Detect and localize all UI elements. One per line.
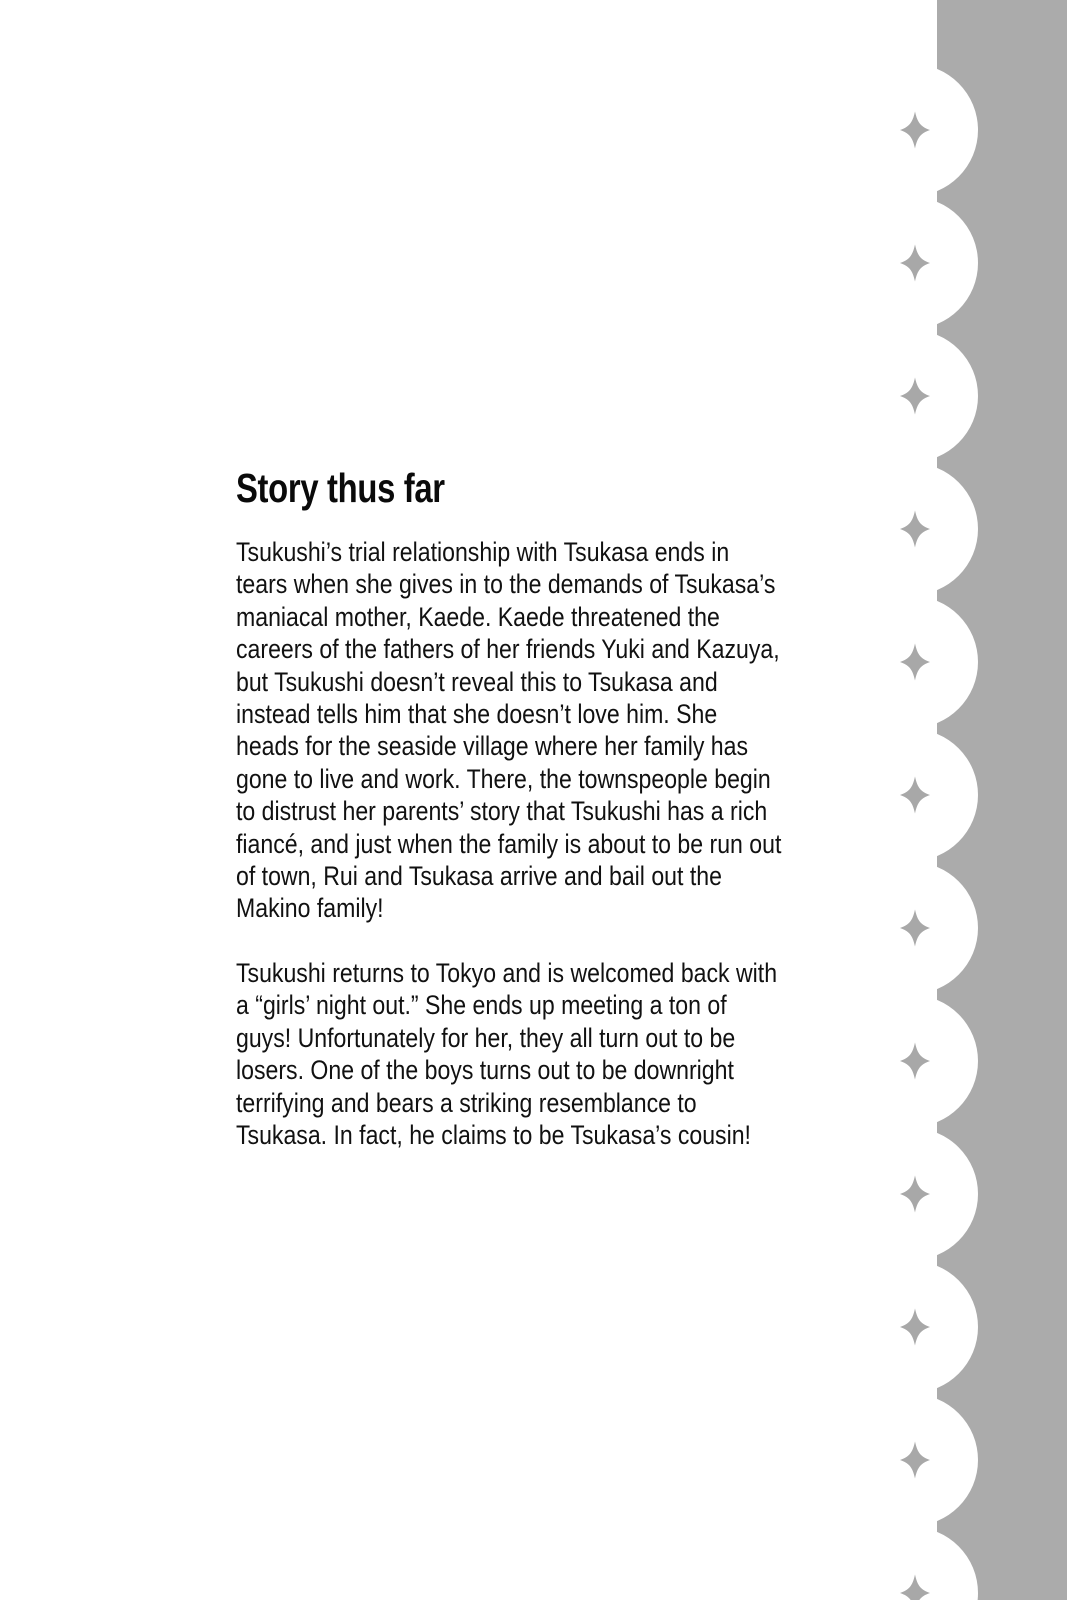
band-fill	[937, 0, 1067, 1600]
page-title: Story thus far	[236, 465, 445, 511]
sparkle-star-icon	[900, 1043, 930, 1080]
sparkle-star-icon	[900, 511, 930, 548]
story-paragraph: Tsukushi’s trial relationship with Tsukasa ends in tears when she gives in to the demands of Tsukasa’s maniacal mother, Kaede. Kaede threatened the careers of the fathers of her friends Yuki and Kazuya, but Tsukushi doesn’t reveal this to Tsukasa and instead tells him that she doesn’t love him. She heads for the seaside village where her family has gone to live and work. There, the townspeople begin to distrust her parents’ story that Tsukushi has a rich fiancé, and just when the family is about to be run out of town, Rui and Tsukasa arrive and bail out the Makino family!	[236, 537, 782, 924]
sparkle-star-group	[900, 112, 930, 1600]
sparkle-star-icon	[900, 378, 930, 415]
story-paragraph-list	[236, 536, 781, 1151]
story-content	[236, 466, 781, 1151]
sparkle-star-icon	[900, 112, 930, 149]
sparkle-star-icon	[900, 1309, 930, 1346]
decorative-scallop-band	[877, 0, 1067, 1600]
sparkle-star-icon	[900, 644, 930, 681]
sparkle-star-icon	[900, 910, 930, 947]
sparkle-star-icon	[900, 1442, 930, 1479]
story-paragraph: Tsukushi returns to Tokyo and is welcomed back with a “girls’ night out.” She ends up meeting a ton of guys! Unfortunately for her, they all turn out to be losers. One of the boys turns out to be downright terrifying and bears a striking resemblance to Tsukasa. In fact, he claims to be Tsukasa’s cousin!	[236, 957, 778, 1150]
sparkle-star-icon	[900, 1176, 930, 1213]
sparkle-star-icon	[900, 1575, 930, 1600]
sparkle-star-icon	[900, 777, 930, 814]
sparkle-star-icon	[900, 245, 930, 282]
